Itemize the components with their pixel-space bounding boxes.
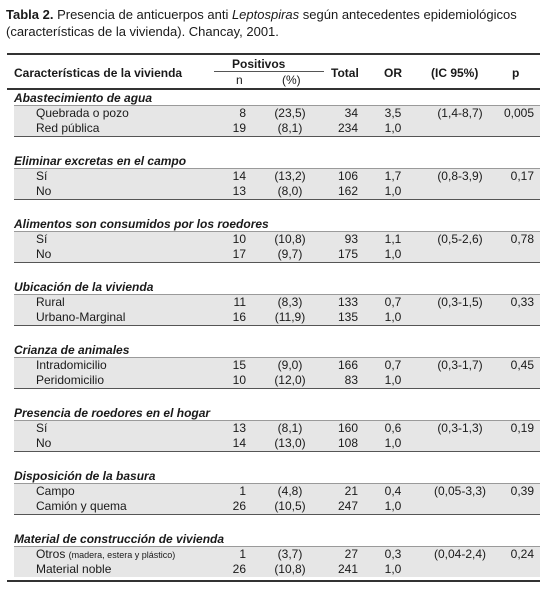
row-or: 1,7	[384, 169, 402, 183]
row-ic: (0,05-3,3)	[433, 484, 487, 498]
row-or: 0,7	[384, 295, 402, 309]
row-total: 162	[337, 184, 358, 198]
row-pct: (9,7)	[277, 247, 303, 261]
row-ic: (0,04-2,4)	[433, 547, 487, 561]
row-label: Material noble	[36, 562, 112, 576]
row-p: 0,39	[510, 484, 534, 498]
row-n: 14	[232, 436, 246, 450]
row-ic	[420, 373, 500, 388]
row-p	[494, 499, 534, 514]
row-or: 1,0	[384, 184, 402, 198]
row-n: 10	[232, 232, 246, 246]
row-total: 241	[337, 562, 358, 576]
row-ic	[420, 499, 500, 514]
row-p	[494, 562, 534, 577]
row-ic: (1,4-8,7)	[437, 106, 483, 120]
row-n: 16	[232, 310, 246, 324]
row-total: 175	[337, 247, 358, 261]
row-ic	[420, 121, 500, 136]
row-p: 0,45	[510, 358, 534, 372]
row-label-main: Otros	[36, 547, 69, 561]
row-label: Quebrada o pozo	[36, 106, 129, 120]
row-n: 8	[239, 106, 246, 120]
group-title: Ubicación de la vivienda	[14, 280, 154, 294]
header-characteristics: Características de la vivienda	[14, 66, 183, 80]
row-or: 0,6	[384, 421, 402, 435]
row-ic	[420, 184, 500, 199]
row-or: 1,1	[384, 232, 402, 246]
row-n: 26	[232, 562, 246, 576]
row-n: 1	[239, 547, 246, 561]
row-label: Peridomicilio	[36, 373, 105, 387]
row-or: 0,7	[384, 358, 402, 372]
row-or: 1,0	[384, 436, 402, 450]
header-pct: (%)	[282, 73, 301, 87]
row-p	[494, 373, 534, 388]
row-ic	[420, 436, 500, 451]
row-total: 83	[344, 373, 358, 387]
row-label: No	[36, 436, 52, 450]
header-n: n	[236, 73, 243, 87]
row-total: 234	[337, 121, 358, 135]
table-caption	[6, 6, 546, 40]
group-title: Presencia de roedores en el hogar	[14, 406, 211, 420]
row-pct: (8,3)	[277, 295, 303, 309]
group-bottom-rule	[14, 199, 540, 200]
row-total: 34	[344, 106, 358, 120]
group-title: Material de construcción de vivienda	[14, 532, 225, 546]
row-p	[494, 436, 534, 451]
row-label: Intradomicilio	[36, 358, 107, 372]
header-ic: (IC 95%)	[431, 66, 479, 80]
row-total: 135	[337, 310, 358, 324]
row-pct: (11,9)	[274, 310, 306, 324]
row-pct: (23,5)	[274, 106, 306, 120]
row-n: 19	[232, 121, 246, 135]
header-positivos: Positivos	[232, 57, 286, 71]
row-total: 133	[337, 295, 358, 309]
row-p	[494, 184, 534, 199]
header-p: p	[512, 66, 520, 80]
row-ic: (0,5-2,6)	[437, 232, 483, 246]
row-n: 15	[232, 358, 246, 372]
row-total: 247	[337, 499, 358, 513]
row-p: 0,24	[510, 547, 534, 561]
caption-text-before: Presencia de anticuerpos anti	[53, 7, 232, 22]
caption-label: Tabla 2.	[6, 7, 54, 22]
row-pct: (10,8)	[274, 562, 306, 576]
row-pct: (8,0)	[277, 184, 303, 198]
table-bottom-rule	[7, 580, 540, 582]
group-bottom-rule	[14, 136, 540, 137]
row-label-note: (madera, estera y plástico)	[68, 550, 176, 560]
row-p	[494, 121, 534, 136]
row-p: 0,33	[510, 295, 534, 309]
group-bottom-rule	[14, 388, 540, 389]
row-ic: (0,8-3,9)	[437, 169, 483, 183]
group-title: Disposición de la basura	[14, 469, 156, 483]
row-n: 13	[232, 421, 246, 435]
row-or: 0,3	[384, 547, 402, 561]
row-n: 10	[232, 373, 246, 387]
row-or: 1,0	[384, 562, 402, 576]
row-label: No	[36, 184, 52, 198]
row-or: 1,0	[384, 121, 402, 135]
row-n: 14	[232, 169, 246, 183]
table-header-rule	[7, 88, 540, 90]
header-or: OR	[384, 66, 402, 80]
group-title: Eliminar excretas en el campo	[14, 154, 187, 168]
row-n: 26	[232, 499, 246, 513]
row-pct: (13,0)	[274, 436, 306, 450]
row-label: Sí	[36, 421, 48, 435]
header-positivos-rule	[214, 71, 324, 72]
row-n: 11	[233, 295, 246, 309]
row-label: No	[36, 247, 52, 261]
row-ic	[420, 247, 500, 262]
row-pct: (10,5)	[274, 499, 306, 513]
row-n: 1	[239, 484, 246, 498]
row-label: Sí	[36, 169, 48, 183]
row-total: 93	[344, 232, 358, 246]
row-p: 0,78	[510, 232, 534, 246]
row-n: 13	[232, 184, 246, 198]
caption-text-after: según antecedentes epidemiológicos (características de la vivienda). Chancay, 2001.	[6, 7, 517, 39]
row-total: 27	[344, 547, 358, 561]
row-ic: (0,3-1,3)	[437, 421, 483, 435]
caption-italic: Leptospiras	[231, 7, 300, 22]
row-label: Red pública	[36, 121, 100, 135]
row-label: Camión y quema	[36, 499, 127, 513]
row-ic: (0,3-1,7)	[437, 358, 483, 372]
group-bottom-rule	[14, 451, 540, 452]
row-total: 106	[337, 169, 358, 183]
row-label: Rural	[36, 295, 65, 309]
row-p: 0,005	[503, 106, 534, 120]
row-total: 166	[337, 358, 358, 372]
row-or: 1,0	[384, 310, 402, 324]
row-or: 1,0	[384, 499, 402, 513]
row-total: 21	[344, 484, 358, 498]
row-pct: (4,8)	[277, 484, 303, 498]
row-pct: (12,0)	[274, 373, 306, 387]
row-ic	[420, 310, 500, 325]
row-p: 0,17	[510, 169, 534, 183]
row-pct: (8,1)	[277, 421, 303, 435]
group-title: Abastecimiento de agua	[14, 91, 153, 105]
group-bottom-rule	[14, 262, 540, 263]
row-pct: (8,1)	[277, 121, 303, 135]
row-p	[494, 310, 534, 325]
row-label: Campo	[36, 484, 75, 498]
header-total: Total	[331, 66, 359, 80]
row-ic: (0,3-1,5)	[437, 295, 483, 309]
row-label: Urbano-Marginal	[36, 310, 126, 324]
row-total: 108	[337, 436, 358, 450]
table-top-rule	[7, 53, 540, 55]
row-or: 3,5	[384, 106, 402, 120]
row-pct: (3,7)	[277, 547, 303, 561]
row-total: 160	[337, 421, 358, 435]
row-pct: (9,0)	[277, 358, 303, 372]
group-bottom-rule	[14, 514, 540, 515]
row-or: 0,4	[384, 484, 402, 498]
row-p	[494, 247, 534, 262]
group-title: Alimentos son consumidos por los roedores	[14, 217, 269, 231]
row-p: 0,19	[510, 421, 534, 435]
row-label	[36, 547, 175, 562]
group-bottom-rule	[14, 325, 540, 326]
row-pct: (10,8)	[274, 232, 306, 246]
row-or: 1,0	[384, 247, 402, 261]
row-n: 17	[232, 247, 246, 261]
row-or: 1,0	[384, 373, 402, 387]
row-ic	[420, 562, 500, 577]
row-pct: (13,2)	[274, 169, 306, 183]
row-label: Sí	[36, 232, 48, 246]
group-title: Crianza de animales	[14, 343, 130, 357]
